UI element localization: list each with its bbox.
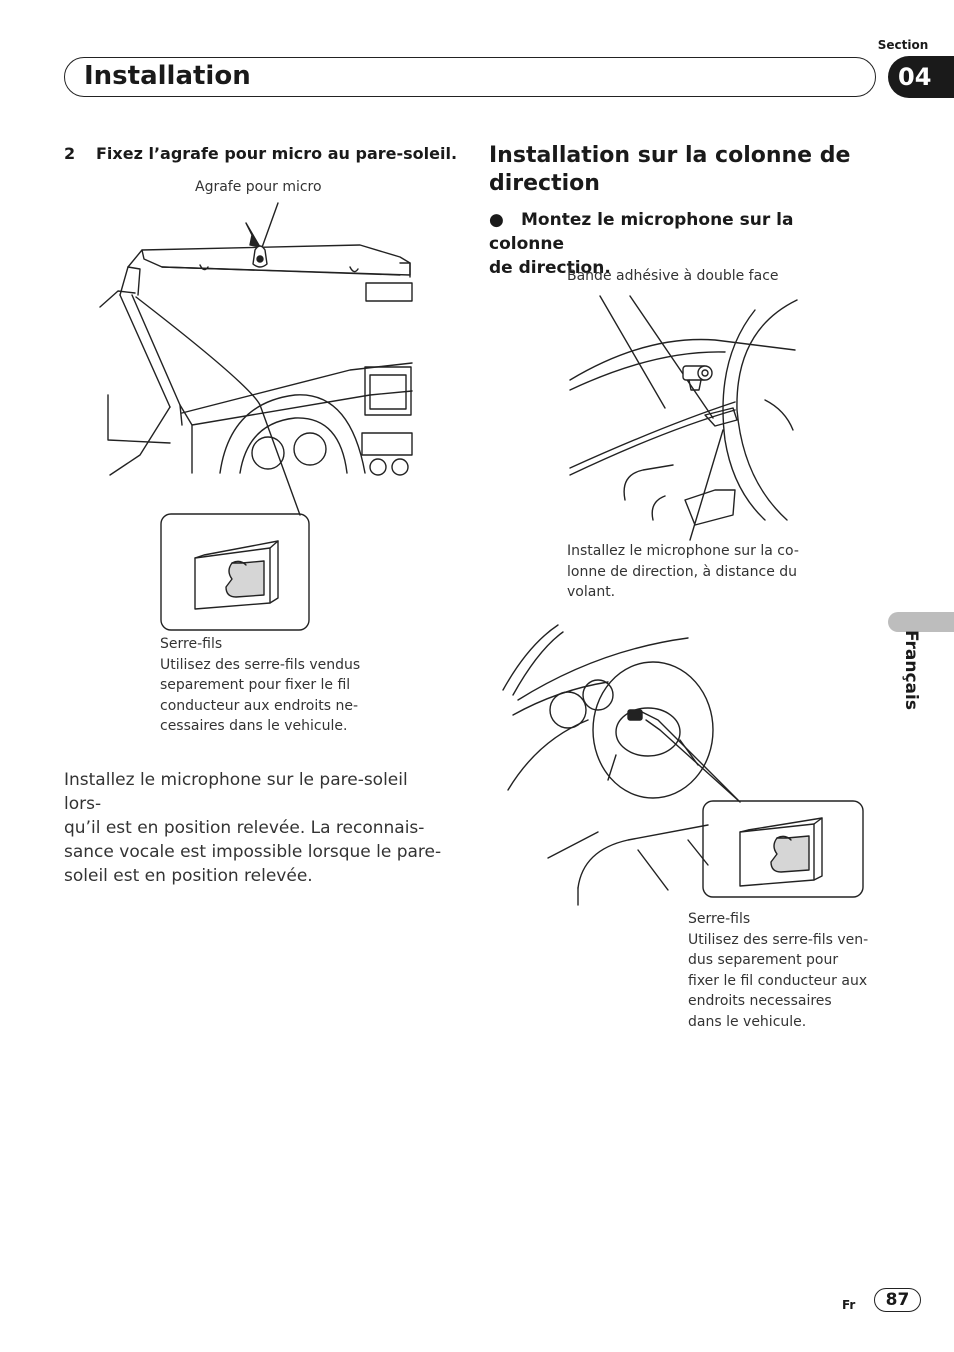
- language-label: Français: [901, 630, 921, 710]
- language-tab: [888, 612, 954, 632]
- bullet-dot: ●: [489, 210, 504, 230]
- figure-cable-clamp-detail-1: [160, 513, 310, 631]
- figure2-caption: Installez le microphone sur la co- lonne de direction, à distance du volant.: [567, 543, 799, 600]
- step-2: [64, 144, 457, 163]
- figure1-caption: Serre-fils Utilisez des serre-fils vendus separement pour fixer le fil conducteur aux endroits ne- cessaires dans le vehicule.: [160, 636, 361, 734]
- footer-language-code: Fr: [842, 1298, 856, 1312]
- figure-steering-column-illustration: [565, 290, 805, 550]
- body-paragraph: Installez le microphone sur le pare-soleil lors- qu’il est en position relevée. La reconnais- sance vocale est impossible lorsque le pare- soleil est en position relevée.: [64, 770, 442, 886]
- step-text: Fixez l’agrafe pour micro au pare-soleil.: [96, 144, 458, 163]
- section-label: Section: [877, 38, 929, 52]
- figure2-label-tape: Bande adhésive à double face: [567, 268, 779, 284]
- figure-cable-clamp-detail-2: [702, 800, 864, 898]
- step-number: 2: [64, 144, 76, 163]
- page-number: 87: [874, 1288, 921, 1312]
- section-number-badge: 04: [888, 56, 954, 98]
- bullet-instruction: ● Montez le microphone sur la colonne de direction.: [489, 210, 794, 278]
- figure1-label-clip: Agrafe pour micro: [195, 179, 322, 195]
- section-heading: Installation sur la colonne de direction: [489, 143, 851, 196]
- figure3-caption: Serre-fils Utilisez des serre-fils ven- dus separement pour fixer le fil conducteur aux endroits necessaires dans le vehicule.: [688, 911, 869, 1030]
- page-title: Installation: [84, 61, 251, 91]
